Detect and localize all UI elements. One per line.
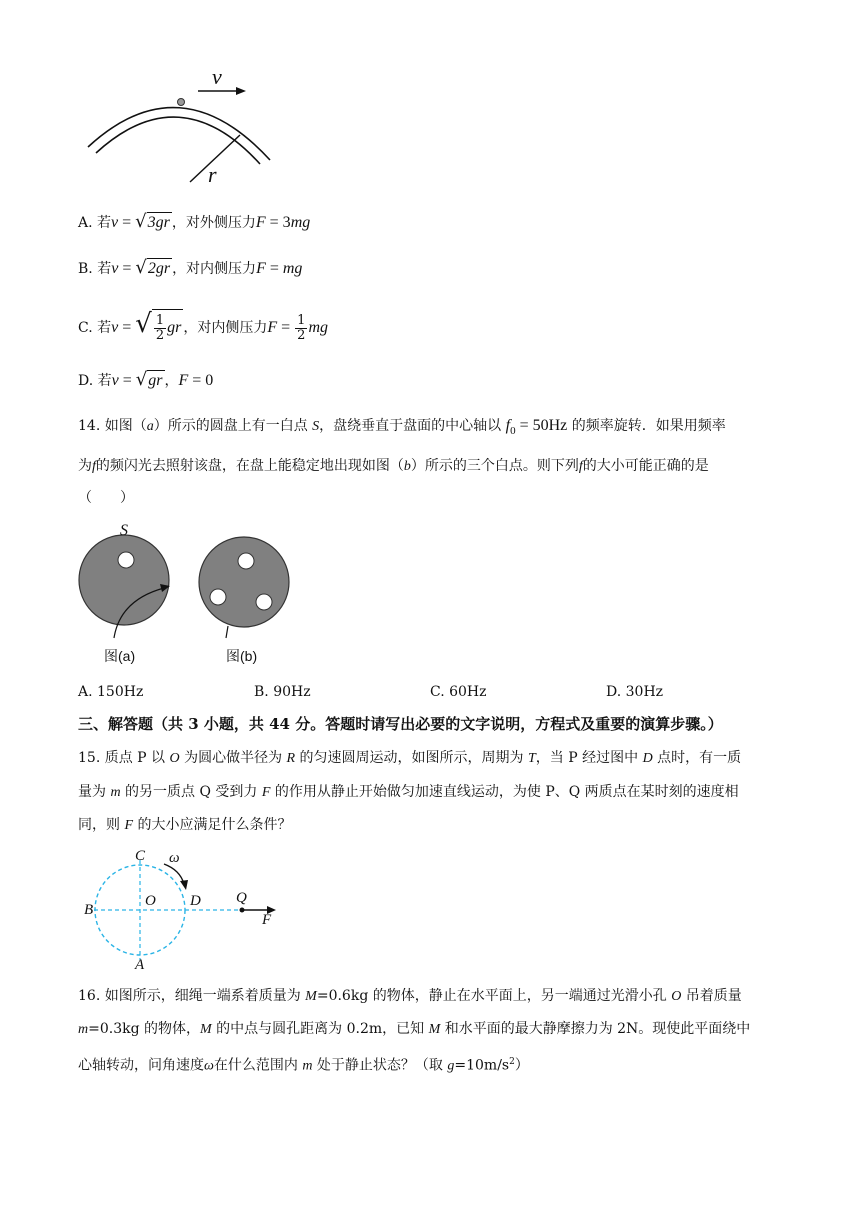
disk-b-dot-3 (256, 594, 272, 610)
outer-arc (88, 108, 270, 160)
disk-a-white-dot (118, 552, 134, 568)
omega-arrowhead (180, 880, 188, 890)
option-b: B. 若v = √2gr ，对内侧压力F = mg (78, 257, 303, 278)
q16-line2: m=0.3kg 的物体，M 的中点与圆孔距离为 0.2m，已知 M 和水平面的最大静摩擦力为 2N。现使此平面绕中 (78, 1021, 751, 1037)
disk-figures (76, 520, 306, 660)
q14-option-a: A. 150Hz (78, 684, 144, 700)
caption-fig-a: 图(a) (104, 648, 136, 664)
option-a: A. 若v = √3gr ，对外侧压力F = 3mg (78, 211, 311, 232)
label-omega: ω (169, 850, 180, 866)
q14-option-b: B. 90Hz (254, 684, 311, 700)
label-f: F (262, 912, 272, 928)
caption-fig-b: 图(b) (226, 648, 258, 664)
disk-b-dot-1 (238, 553, 254, 569)
velocity-label: v (212, 64, 222, 89)
label-o: O (145, 893, 156, 909)
q15-line2: 量为 m 的另一质点 Q 受到力 F 的作用从静止开始做匀加速直线运动，为使 P、Q 两质点在某时刻的速度相 (78, 784, 739, 800)
q15-line1: 15. 质点 P 以 O 为圆心做半径为 R 的匀速圆周运动，如图所示，周期为 T，当 P 经过图中 D 点时，有一质 (78, 750, 742, 766)
section-3-heading: 三、解答题（共 3 小题，共 44 分。答题时请写出必要的文字说明，方程式及重要的演算步骤。） (78, 715, 723, 733)
ball (178, 99, 185, 106)
label-a: A (135, 957, 145, 973)
label-q: Q (236, 890, 247, 906)
q14-option-d: D. 30Hz (606, 684, 664, 700)
radius-label: r (208, 162, 217, 187)
q14-line2: 为f的频闪光去照射该盘，在盘上能稳定地出现如图（b）所示的三个白点。则下列f的大小可能正确的是 (78, 458, 709, 474)
disk-a (79, 535, 169, 625)
label-b: B (84, 902, 94, 918)
q14-option-c: C. 60Hz (430, 684, 487, 700)
q16-line1: 16. 如图所示，细绳一端系着质量为 M=0.6kg 的物体，静止在水平面上，另一端通过光滑小孔 O 吊着质量 (78, 988, 742, 1004)
circular-motion-figure (80, 848, 290, 974)
option-d: D. 若v = √gr ，F = 0 (78, 369, 214, 390)
disk-b-dot-2 (210, 589, 226, 605)
q16-line3: 心轴转动，问角速度ω在什么范围内 m 处于静止状态？（取 $g=10m/s^2$） (78, 1057, 529, 1074)
label-d: D (190, 893, 201, 909)
q15-line3: 同，则 F 的大小应满足什么条件？ (78, 817, 292, 833)
velocity-arrow-head (236, 87, 246, 95)
q14-line1: 14. 如图（a）所示的圆盘上有一白点 S，盘绕垂直于盘面的中心轴以 $f_0 = 50Hz$ 的频率旋转．如果用频率 (78, 417, 726, 437)
label-c: C (135, 848, 146, 864)
inner-arc (96, 117, 260, 164)
disk-b (199, 537, 289, 627)
option-c: C. 若v = √ $\frac{1}{2}$ gr ，对内侧压力F = $\frac{1}{2}$ mg (78, 306, 328, 346)
track-figure (80, 62, 280, 192)
disk-a-label: S (120, 522, 128, 539)
disk-b-tick (226, 626, 228, 638)
q14-line3: （ ） (78, 490, 134, 506)
